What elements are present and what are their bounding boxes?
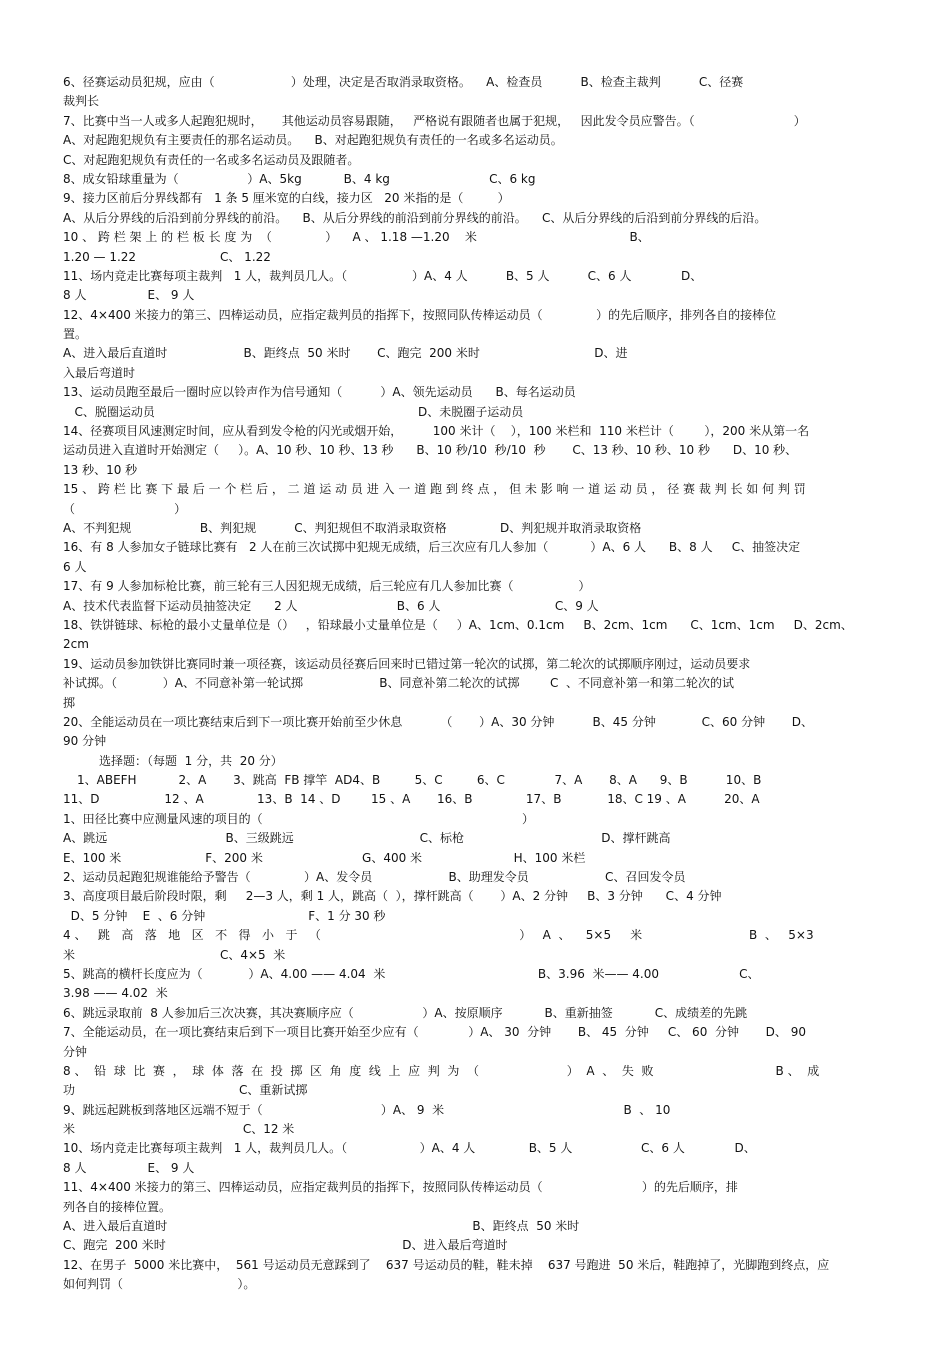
text-line: A、不判犯规 B、判犯规 C、判犯规但不取消录取资格 D、判犯规并取消录取资格 xyxy=(63,520,642,535)
text-line: 米 C、12 米 xyxy=(63,1122,295,1137)
text-line: 6 人 xyxy=(63,559,87,574)
text-line: 19、运动员参加铁饼比赛同时兼一项径赛，该运动员径赛后回来时已错过第一轮次的试掷，第二轮次的试掷顺序刚过，运动员要求 xyxy=(63,656,751,671)
text-line: 8 人 E、 9 人 xyxy=(63,1160,195,1175)
exam-page xyxy=(63,73,889,1314)
text-line: 运动员进入直道时开始测定（ ）。A、10 秒、10 秒、13 秒 B、10 秒/10 秒/10 秒 C、13 秒、10 秒、10 秒 D、10 秒、 xyxy=(63,443,798,458)
text-line: 置。 xyxy=(63,327,88,342)
text-line: 2cm xyxy=(63,637,89,652)
answer-key-line: 1、ABEFH 2、A 3、跳高 FB 撑竿 AD4、B 5、C 6、C 7、A 8、A 9、B 10、B xyxy=(77,773,762,788)
text-line: 11、4×400 米接力的第三、四棒运动员，应指定裁判员的指挥下，按照同队传棒运动员（ ）的先后顺序，排 xyxy=(63,1180,738,1195)
text-line: 90 分钟 xyxy=(63,734,107,749)
text-line: 1.20 — 1.22 C、 1.22 xyxy=(63,249,271,264)
text-line: 13 秒、10 秒 xyxy=(63,462,138,477)
text-line: 9、跳远起跳板到落地区远端不短于（ ）A、 9 米 B 、 10 xyxy=(63,1102,671,1117)
text-line: 4 、 跳 高 落 地 区 不 得 小 于 （ ） A 、 5×5 米 B 、 5×3 xyxy=(63,928,814,943)
text-line: 17、有 9 人参加标枪比赛，前三轮有三人因犯规无成绩，后三轮应有几人参加比赛（ ） xyxy=(63,579,591,594)
text-line: 8 、 铅 球 比 赛 ， 球 体 落 在 投 掷 区 角 度 线 上 应 判 为 （ ） A 、 失 败 B 、 成 xyxy=(63,1063,820,1078)
text-line: D、5 分钟 E 、6 分钟 F、1 分 30 秒 xyxy=(63,908,386,923)
text-line: 入最后弯道时 xyxy=(63,365,136,380)
section-heading: 选择题：（每题 1 分，共 20 分） xyxy=(99,753,283,768)
text-line: A、进入最后直道时 B、距终点 50 米时 xyxy=(63,1219,580,1234)
text-line: 13、运动员跑至最后一圈时应以铃声作为信号通知（ ）A、领先运动员 B、每名运动员 xyxy=(63,385,576,400)
text-line: 1、田径比赛中应测量风速的项目的（ ） xyxy=(63,811,535,826)
text-line: 列各自的接棒位置。 xyxy=(63,1199,172,1214)
text-line: 功 C、重新试掷 xyxy=(63,1083,308,1098)
text-line: 11、场内竞走比赛每项主裁判 1 人，裁判员几人。（ ）A、4 人 B、5 人 C、6 人 D、 xyxy=(63,268,703,283)
text-line: A、技术代表监督下运动员抽签决定 2 人 B、6 人 C、9 人 xyxy=(63,598,599,613)
text-line: 2、运动员起跑犯规谁能给予警告（ ）A、发令员 B、助理发令员 C、召回发令员 xyxy=(63,870,686,885)
text-line: 补试掷。（ ）A、不同意补第一轮试掷 B、同意补第二轮次的试掷 C 、不同意补第一和第二轮次的试 xyxy=(63,676,735,691)
text-line: 10 、 跨 栏 架 上 的 栏 板 长 度 为 （ ） A 、 1.18 —1.20 米 B、 xyxy=(63,230,650,245)
text-line: 9、接力区前后分界线都有 1 条 5 厘米宽的白线，接力区 20 米指的是（ ） xyxy=(63,191,510,206)
text-line: C、对起跑犯规负有责任的一名或多名运动员及跟随者。 xyxy=(63,152,360,167)
text-line: 15 、 跨 栏 比 赛 下 最 后 一 个 栏 后 ， 二 道 运 动 员 进 入 一 道 跑 到 终 点 ， 但 未 影 响 一 道 运 动 员 ， 径 赛 裁 判 长 如 何 判 罚 xyxy=(63,482,806,497)
text-line: 掷 xyxy=(63,695,76,710)
text-line: E、100 米 F、200 米 G、400 米 H、100 米栏 xyxy=(63,850,586,865)
text-line: A、跳远 B、三级跳远 C、标枪 D、撑杆跳高 xyxy=(63,831,671,846)
text-line: 如何判罚（ ）。 xyxy=(63,1277,256,1292)
text-line: 7、比赛中当一人或多人起跑犯规时， 其他运动员容易跟随， 严格说有跟随者也属于犯规， 因此发令员应警告。（ ） xyxy=(63,113,806,128)
text-line: A、对起跑犯规负有主要责任的那名运动员。 B、对起跑犯规负有责任的一名或多名运动员。 xyxy=(63,133,563,148)
text-line: 裁判长 xyxy=(63,94,100,109)
text-line: 10、场内竞走比赛每项主裁判 1 人，裁判员几人。（ ）A、4 人 B、5 人 C、6 人 D、 xyxy=(63,1141,756,1156)
text-line: 14、径赛项目风速测定时间，应从看到发令枪的闪光或烟开始， 100 米计（ ），100 米栏和 110 米栏计（ ），200 米从第一名 xyxy=(63,424,810,439)
text-line: 5、跳高的横杆长度应为（ ）A、4.00 —— 4.04 米 B、3.96 米—— 4.00 C、 xyxy=(63,966,760,981)
text-line: A、进入最后直道时 B、距终点 50 米时 C、跑完 200 米时 D、进 xyxy=(63,346,628,361)
text-line: 12、在男子 5000 米比赛中， 561 号运动员无意踩到了 637 号运动员的鞋，鞋未掉 637 号跑进 50 米后，鞋跑掉了，光脚跑到终点，应 xyxy=(63,1257,830,1272)
text-line: 8、成女铅球重量为（ ）A、5kg B、4 kg C、6 kg xyxy=(63,171,536,186)
text-line: C、脱圈运动员 D、未脱圈子运动员 xyxy=(63,404,524,419)
text-line: 3.98 —— 4.02 米 xyxy=(63,986,168,1001)
text-line: C、跑完 200 米时 D、进入最后弯道时 xyxy=(63,1238,508,1253)
text-line: 18、铁饼链球、标枪的最小丈量单位是（） ，铅球最小丈量单位是（ ）A、1cm、0.1cm B、2cm、1cm C、1cm、1cm D、2cm、 xyxy=(63,617,853,632)
text-line: 分钟 xyxy=(63,1044,88,1059)
answer-key-line: 11、D 12 、A 13、B 14 、D 15 、A 16、B 17、B 18、C 19 、A 20、A xyxy=(63,792,760,807)
text-line: 16、有 8 人参加女子链球比赛有 2 人在前三次试掷中犯规无成绩，后三次应有几人参加（ ）A、6 人 B、8 人 C、抽签决定 xyxy=(63,540,801,555)
text-line: 7、全能运动员，在一项比赛结束后到下一项目比赛开始至少应有（ ）A、 30 分钟 B、 45 分钟 C、 60 分钟 D、 90 xyxy=(63,1025,806,1040)
text-line: （ ） xyxy=(63,501,187,516)
text-line: 米 C、4×5 米 xyxy=(63,947,286,962)
text-line: 8 人 E、 9 人 xyxy=(63,288,195,303)
text-line: 3、高度项目最后阶段时限，剩 2—3 人，剩 1 人，跳高（ ），撑杆跳高（ ）A、2 分钟 B、3 分钟 C、4 分钟 xyxy=(63,889,722,904)
text-line: 12、4×400 米接力的第三、四棒运动员，应指定裁判员的指挥下，按照同队传棒运动员（ ）的先后顺序，排列各自的接棒位 xyxy=(63,307,777,322)
text-line: 20、全能运动员在一项比赛结束后到下一项比赛开始前至少休息 （ ）A、30 分钟 B、45 分钟 C、60 分钟 D、 xyxy=(63,714,814,729)
text-line: 6、径赛运动员犯规，应由（ ）处理，决定是否取消录取资格。 A、检查员 B、检查主裁判 C、径赛 xyxy=(63,75,744,89)
text-line: 6、跳远录取前 8 人参加后三次决赛，其决赛顺序应（ ）A、按原顺序 B、重新抽签 C、成绩差的先跳 xyxy=(63,1005,748,1020)
text-line: A、从后分界线的后沿到前分界线的前沿。 B、从后分界线的前沿到前分界线的前沿。 C、从后分界线的后沿到前分界线的后沿。 xyxy=(63,210,767,225)
text-line xyxy=(63,1295,889,1314)
